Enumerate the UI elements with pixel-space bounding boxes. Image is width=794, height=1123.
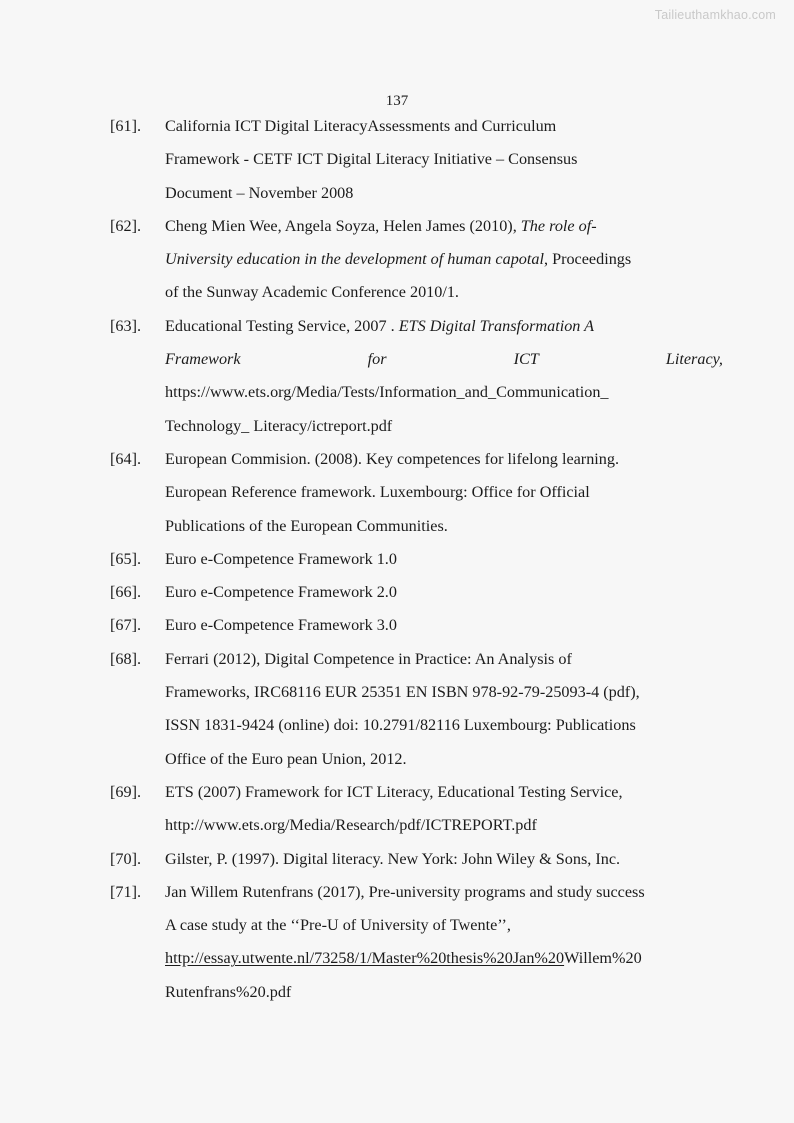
reference-word: ICT: [513, 350, 539, 369]
reference-line: Gilster, P. (1997). Digital literacy. New York: John Wiley & Sons, Inc.: [165, 849, 621, 868]
reference-line: European Reference framework. Luxembourg: Office for Official: [165, 483, 590, 502]
reference-line: [165, 310, 723, 343]
reference-label: [68].: [110, 649, 142, 668]
reference-text: [165, 210, 723, 310]
reference-entry-65: [110, 543, 723, 576]
reference-text-plain: Educational Testing Service, 2007 .: [165, 316, 399, 335]
reference-line-stretched: [165, 343, 723, 376]
reference-line: California ICT Digital LiteracyAssessments and Curriculum: [165, 117, 557, 135]
reference-text: [165, 776, 723, 843]
reference-line: Euro e-Competence Framework 1.0: [165, 549, 397, 568]
reference-list: [110, 110, 723, 1009]
reference-entry-61: [110, 110, 723, 210]
reference-line: of the Sunway Academic Conference 2010/1.: [165, 283, 459, 302]
reference-text: [165, 876, 723, 1009]
site-watermark: Tailieuthamkhao.com: [654, 8, 776, 22]
reference-line: A case study at the ‘‘Pre-U of University of Twente’’,: [165, 916, 511, 935]
reference-label: [69].: [110, 782, 142, 801]
reference-entry-71: [110, 876, 723, 1009]
reference-entry-62: [110, 210, 723, 310]
reference-line: Document – November 2008: [165, 183, 354, 202]
reference-label: [67].: [110, 616, 142, 635]
reference-url: https://www.ets.org/Media/Tests/Information_and_Communication_: [165, 383, 609, 402]
reference-word: for: [367, 350, 387, 369]
reference-label: [62].: [110, 216, 142, 235]
reference-label: [64].: [110, 449, 142, 468]
reference-url-tail: Willem%20: [564, 949, 642, 968]
reference-text: [165, 310, 723, 443]
reference-line: Ferrari (2012), Digital Competence in Practice: An Analysis of: [165, 649, 572, 668]
reference-text: [165, 576, 723, 609]
reference-text-plain: Cheng Mien Wee, Angela Soyza, Helen James (2010),: [165, 216, 521, 235]
reference-entry-66: [110, 576, 723, 609]
reference-text: [165, 609, 723, 642]
reference-entry-70: [110, 843, 723, 876]
reference-title-italic: University education in the development of human capotal: [165, 250, 544, 269]
reference-entry-69: [110, 776, 723, 843]
reference-line: Euro e-Competence Framework 2.0: [165, 583, 397, 602]
reference-word: Literacy,: [665, 350, 723, 369]
reference-url: Technology_ Literacy/ictreport.pdf: [165, 416, 393, 435]
reference-url: http://www.ets.org/Media/Research/pdf/ICTREPORT.pdf: [165, 816, 537, 835]
reference-text: [165, 843, 723, 876]
reference-label: [71].: [110, 882, 142, 901]
reference-line: Publications of the European Communities.: [165, 516, 448, 535]
reference-line: [165, 243, 723, 276]
reference-url-link[interactable]: http://essay.utwente.nl/73258/1/Master%20thesis%20Jan%20: [165, 949, 565, 968]
reference-label: [66].: [110, 583, 142, 602]
reference-text: [165, 443, 723, 543]
reference-line: [165, 942, 723, 975]
reference-title-italic: The role of-: [520, 216, 597, 235]
reference-entry-64: [110, 443, 723, 543]
reference-line: European Commision. (2008). Key competences for lifelong learning.: [165, 449, 620, 468]
reference-text: [165, 543, 723, 576]
reference-entry-67: [110, 609, 723, 642]
reference-line: Office of the Euro pean Union, 2012.: [165, 749, 407, 768]
reference-line: [165, 210, 723, 243]
reference-line: Frameworks, IRC68116 EUR 25351 EN ISBN 978-92-79-25093-4 (pdf),: [165, 683, 640, 702]
reference-text: [165, 110, 723, 210]
reference-entry-63: [110, 310, 723, 443]
reference-line: Framework - CETF ICT Digital Literacy Initiative – Consensus: [165, 150, 578, 169]
reference-line: Jan Willem Rutenfrans (2017), Pre-university programs and study success: [165, 882, 645, 901]
page-number: 137: [385, 93, 409, 109]
reference-line: ETS (2007) Framework for ICT Literacy, Educational Testing Service,: [165, 782, 623, 801]
reference-label: [61].: [110, 117, 142, 135]
reference-label: [63].: [110, 316, 142, 335]
reference-word: Framework: [165, 350, 241, 369]
reference-label: [70].: [110, 849, 142, 868]
reference-title-italic: ETS Digital Transformation A: [398, 316, 595, 335]
reference-label: [65].: [110, 549, 142, 568]
reference-text-plain: , Proceedings: [543, 250, 632, 269]
reference-url-tail: Rutenfrans%20.pdf: [165, 982, 292, 1001]
reference-line: Euro e-Competence Framework 3.0: [165, 616, 397, 635]
reference-entry-68: [110, 643, 723, 776]
reference-line: ISSN 1831-9424 (online) doi: 10.2791/82116 Luxembourg: Publications: [165, 716, 636, 735]
reference-text: [165, 643, 723, 776]
